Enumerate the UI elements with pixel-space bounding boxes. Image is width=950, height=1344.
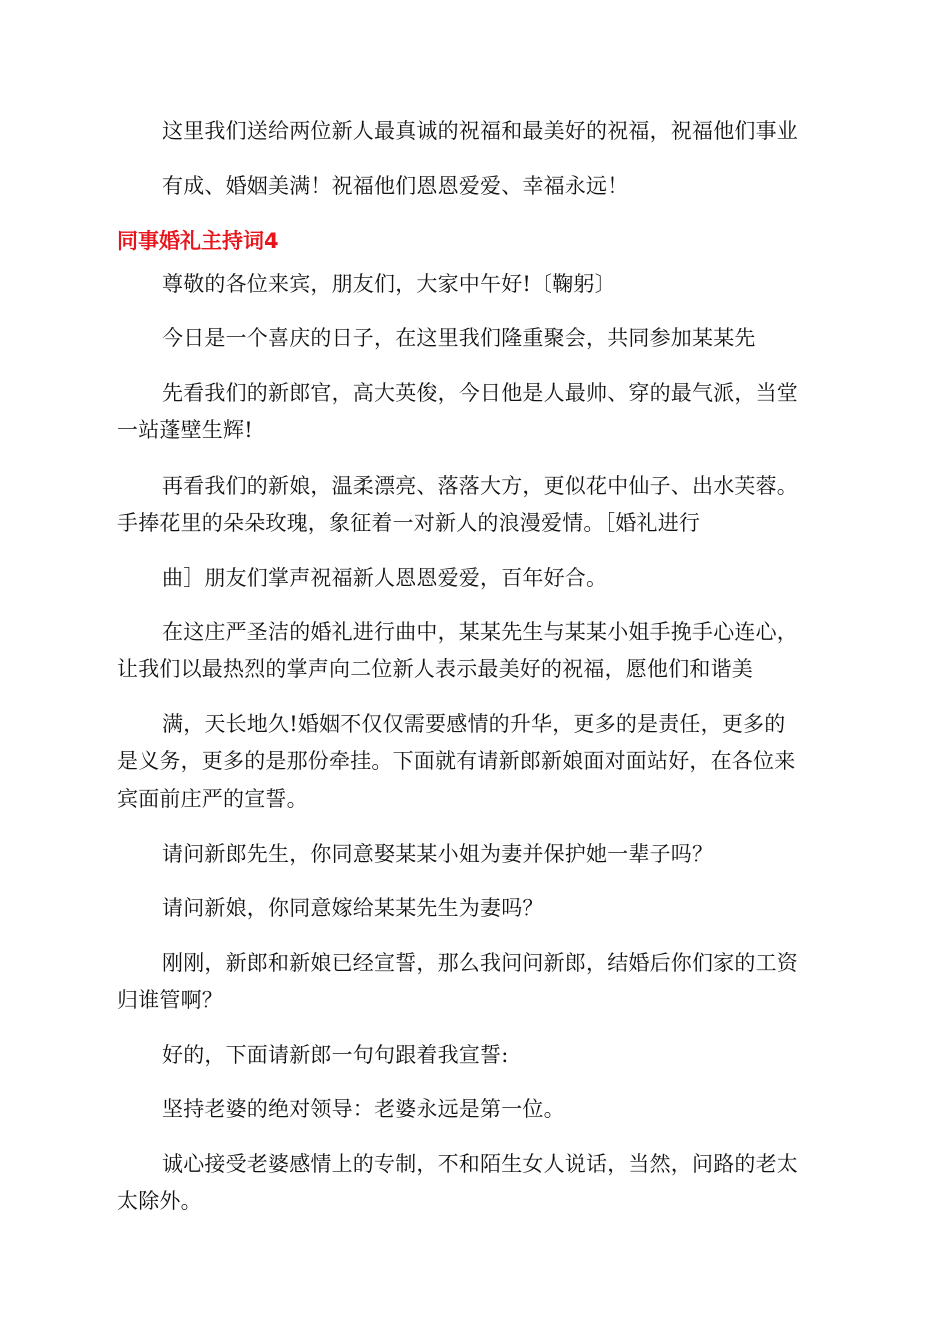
- text-line: 坚持老婆的绝对领导：老婆永远是第一位。: [162, 1097, 565, 1121]
- text-line: 满，天长地久!婚姻不仅仅需要感情的升华，更多的是责任，更多的: [162, 712, 786, 736]
- text-line: 有成、婚姻美满！祝福他们恩恩爱爱、幸福永远！: [162, 174, 629, 198]
- text-line: 一站蓬壁生辉!: [117, 418, 253, 442]
- section-heading: 同事婚礼主持词4: [117, 229, 279, 253]
- text-line: 这里我们送给两位新人最真诚的祝福和最美好的祝福，祝福他们事业: [162, 119, 798, 143]
- text-line: 请问新郎先生，你同意娶某某小姐为妻并保护她一辈子吗？: [162, 842, 714, 866]
- text-line: 刚刚，新郎和新娘已经宣誓，那么我问问新郎，结婚后你们家的工资: [162, 951, 798, 975]
- text-line: 归谁管啊？: [117, 988, 223, 1012]
- text-line: 在这庄严圣洁的婚礼进行曲中，某某先生与某某小姐手挽手心连心，: [162, 620, 798, 644]
- text-line: 再看我们的新娘，温柔漂亮、落落大方，更似花中仙子、出水芙蓉。: [162, 474, 798, 498]
- text-line: 曲］朋友们掌声祝福新人恩恩爱爱，百年好合。: [162, 566, 608, 590]
- text-line: 是义务，更多的是那份牵挂。下面就有请新郎新娘面对面站好，在各位来: [117, 749, 796, 773]
- text-line: 好的，下面请新郎一句句跟着我宣誓:: [162, 1043, 509, 1067]
- text-line: 先看我们的新郎官，高大英俊，今日他是人最帅、穿的最气派，当堂: [162, 381, 798, 405]
- text-line: 手捧花里的朵朵玫瑰，象征着一对新人的浪漫爱情。［婚礼进行: [117, 511, 701, 535]
- text-line: 请问新娘，你同意嫁给某某先生为妻吗？: [162, 896, 544, 920]
- text-line: 今日是一个喜庆的日子，在这里我们隆重聚会，共同参加某某先: [162, 326, 756, 350]
- text-line: 太除外。: [117, 1189, 202, 1213]
- text-line: 尊敬的各位来宾，朋友们，大家中午好!〔鞠躬〕: [162, 272, 616, 296]
- text-line: 宾面前庄严的宣誓。: [117, 787, 308, 811]
- text-line: 让我们以最热烈的掌声向二位新人表示最美好的祝福，愿他们和谐美: [117, 657, 753, 681]
- text-line: 诚心接受老婆感情上的专制，不和陌生女人说话，当然，问路的老太: [162, 1152, 798, 1176]
